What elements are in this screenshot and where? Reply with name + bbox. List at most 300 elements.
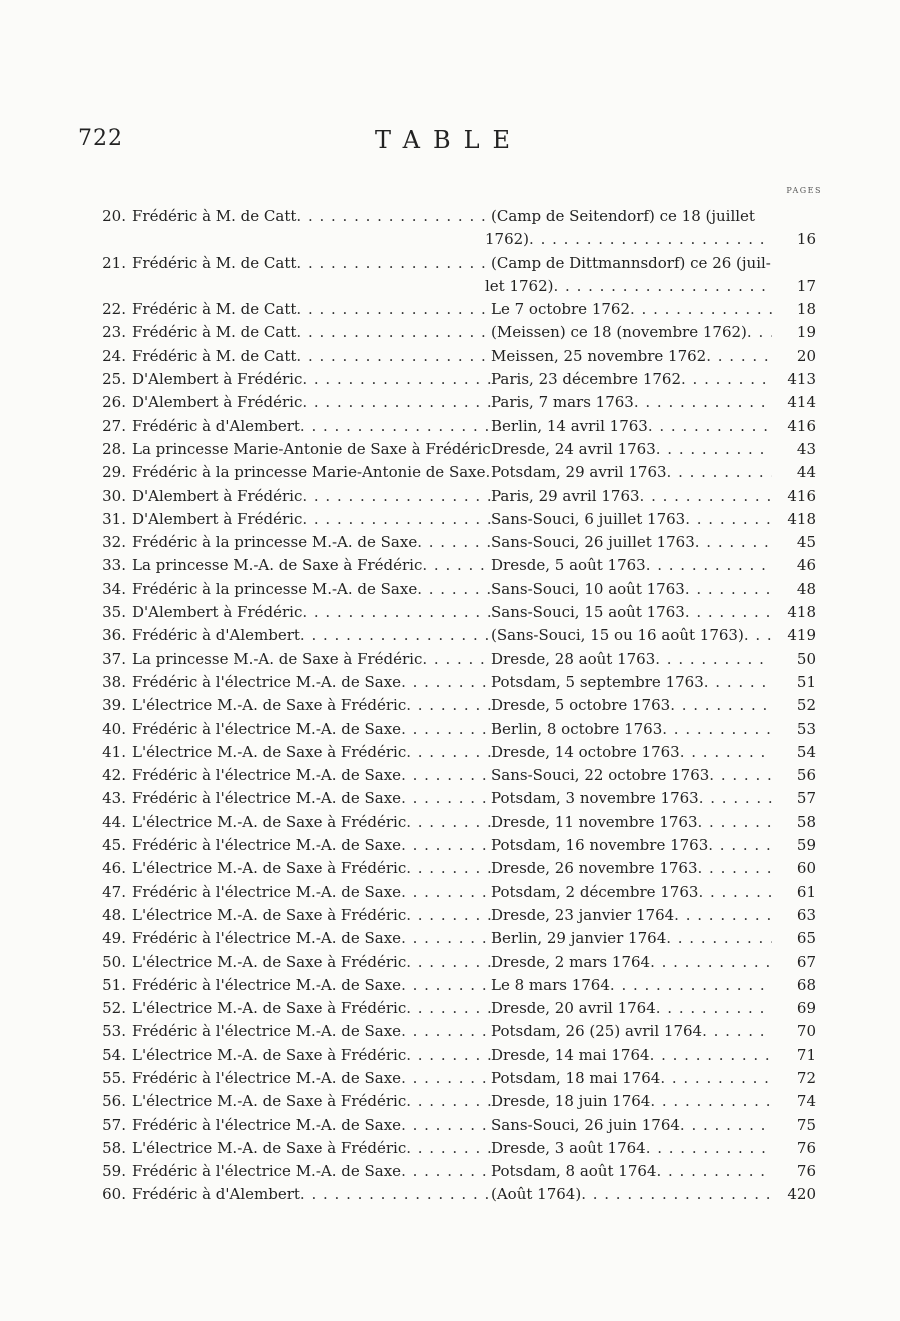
entry-place-date [491,485,772,508]
entry-number: 22. [102,300,126,319]
page-title: TABLE [374,126,524,154]
entry-page: 74 [796,1092,816,1111]
entry-place-date [491,321,772,344]
entry-number: 26. [102,393,126,412]
toc-entry [78,345,816,368]
leader-dots [698,857,773,880]
entry-place-date-text: Dresde, 20 avril 1764 [491,999,656,1018]
entry-place-date-text: Sans-Souci, 22 octobre 1763 [491,766,710,785]
entry-correspondents [132,205,491,228]
entry-correspondents [132,1183,491,1206]
entry-correspondents-text: D'Alembert à Frédéric [132,486,303,505]
leader-dots [685,508,772,531]
entry-number: 42. [102,766,126,785]
entry-place-date [491,578,772,601]
entry-correspondents [132,834,491,857]
leader-dots [685,601,772,624]
entry-place-date-text: (Sans-Souci, 15 ou 16 août 1763) [491,626,744,645]
entry-correspondents-text: Frédéric à l'électrice M.-A. de Saxe [132,975,402,994]
toc-entry [78,764,816,787]
entry-number: 60. [102,1185,126,1204]
entry-place-date-continued [485,275,772,298]
entry-page: 414 [787,393,816,412]
leader-dots [660,1067,772,1090]
entry-correspondents [132,1020,491,1043]
entry-correspondents [132,345,491,368]
leader-dots [401,1020,491,1043]
entry-place-date-text: Potsdam, 29 avril 1763 [491,463,667,482]
leader-dots [698,881,772,904]
entry-correspondents-text: L'électrice M.-A. de Saxe à Frédéric [132,696,407,715]
entry-place-date-text: (Camp de Dittmannsdorf) ce 26 (juil- [491,253,771,272]
entry-place-date [491,741,772,764]
entry-number: 40. [102,719,126,738]
toc-entry [78,205,816,252]
entry-number: 31. [102,509,126,528]
entry-page: 75 [796,1115,816,1134]
toc-entry [78,1183,816,1206]
entry-correspondents-text: Frédéric à l'électrice M.-A. de Saxe [132,672,402,691]
entry-place-date-text: (Camp de Seitendorf) ce 18 (juillet [491,207,755,225]
toc-entry [78,391,816,414]
entry-correspondents [132,951,491,974]
entry-correspondents [132,811,491,834]
entry-number: 52. [102,999,126,1018]
entry-page: 43 [796,439,816,458]
entry-number: 20. [102,207,126,225]
leader-dots [401,787,491,810]
entry-page: 50 [796,649,816,668]
entry-page: 53 [796,719,816,738]
toc-entry [78,1044,816,1067]
entry-place-date-text: Sans-Souci, 10 août 1763 [491,579,685,598]
entry-correspondents-text: Frédéric à l'électrice M.-A. de Saxe [132,1022,402,1041]
entry-page: 72 [796,1068,816,1087]
leader-dots [401,1114,491,1137]
leader-dots [630,298,772,321]
entry-correspondents [132,741,491,764]
entry-place-date [491,391,772,414]
entry-page: 48 [796,579,816,598]
entry-correspondents [132,298,491,321]
entry-correspondents-text: L'électrice M.-A. de Saxe à Frédéric [132,812,407,831]
leader-dots [296,205,491,228]
entry-correspondents [132,718,491,741]
toc-entry [78,881,816,904]
entry-place-date-text: Dresde, 5 octobre 1763 [491,696,671,715]
entry-place-date [491,345,772,368]
entry-correspondents [132,694,491,717]
leader-dots [406,997,491,1020]
leader-dots [709,764,772,787]
leader-dots [406,694,491,717]
entry-place-date [491,252,772,275]
entry-page: 58 [796,812,816,831]
leader-dots [296,345,491,368]
entry-place-date [491,554,772,577]
entry-page: 69 [796,999,816,1018]
leader-dots [708,834,772,857]
entry-place-date [491,951,772,974]
entry-place-date [491,834,772,857]
leader-dots [422,554,491,577]
leader-dots [646,554,772,577]
leader-dots [406,811,491,834]
entry-correspondents [132,391,491,414]
leader-dots [670,694,772,717]
entry-place-date-text: Dresde, 26 novembre 1763 [491,859,698,878]
leader-dots [300,415,491,438]
toc-entry [78,694,816,717]
entry-place-date [491,904,772,927]
entry-correspondents [132,415,491,438]
entry-correspondents-text: Frédéric à l'électrice M.-A. de Saxe [132,836,402,855]
entry-correspondents [132,648,491,671]
entry-correspondents [132,508,491,531]
entry-number: 23. [102,323,126,342]
entry-place-date-text: Berlin, 8 octobre 1763 [491,719,663,738]
entry-place-date-text: Potsdam, 2 décembre 1763 [491,882,699,901]
entry-number: 27. [102,416,126,435]
leader-dots [680,741,772,764]
leader-dots [406,904,491,927]
entry-correspondents [132,787,491,810]
leader-dots [650,1044,772,1067]
leader-dots [401,1067,491,1090]
entry-correspondents [132,904,491,927]
entry-correspondents-text: Frédéric à l'électrice M.-A. de Saxe [132,1162,402,1181]
entry-page: 71 [796,1045,816,1064]
entry-correspondents-text: L'électrice M.-A. de Saxe à Frédéric [132,905,407,924]
entry-page: 18 [796,300,816,319]
toc-entry [78,857,816,880]
entry-number: 51. [102,975,126,994]
entry-page: 44 [796,463,816,482]
leader-dots [296,252,491,275]
entry-correspondents [132,601,491,624]
entry-number: 29. [102,463,126,482]
entry-place-date [491,415,772,438]
entry-number: 58. [102,1138,126,1157]
entry-place-date [491,531,772,554]
entry-correspondents [132,671,491,694]
entry-page: 416 [787,416,816,435]
entry-place-date [491,368,772,391]
entry-place-date-text: Dresde, 18 juin 1764 [491,1092,651,1111]
entry-place-date-text: Berlin, 29 janvier 1764 [491,929,667,948]
entry-correspondents [132,1160,491,1183]
entry-number: 36. [102,626,126,645]
entry-place-date-text: Dresde, 14 octobre 1763 [491,742,680,761]
entry-number: 46. [102,859,126,878]
entry-correspondents-text: Frédéric à d'Alembert [132,1185,300,1204]
entry-place-date-text: Dresde, 14 mai 1764 [491,1045,650,1064]
toc-entry [78,718,816,741]
toc-entry [78,321,816,344]
toc-entry [78,1160,816,1183]
toc-entry [78,461,816,484]
toc-entry [78,252,816,299]
entry-place-date [491,601,772,624]
leader-dots [655,648,772,671]
entry-number: 50. [102,952,126,971]
toc-entry [78,438,816,461]
leader-dots [302,391,491,414]
entry-correspondents-text: D'Alembert à Frédéric [132,370,303,389]
leader-dots [695,531,772,554]
entry-place-date-text: Le 8 mars 1764 [491,975,610,994]
leader-dots [554,275,773,298]
leader-dots [406,857,491,880]
toc-entry [78,1137,816,1160]
entry-number: 55. [102,1068,126,1087]
entry-number: 24. [102,346,126,365]
toc-entry [78,368,816,391]
entry-correspondents-text: L'électrice M.-A. de Saxe à Frédéric [132,1138,407,1157]
entry-correspondents [132,252,491,275]
entry-page: 61 [796,882,816,901]
entry-number: 41. [102,742,126,761]
leader-dots [422,648,491,671]
entry-page: 45 [796,533,816,552]
entry-place-date [491,1114,772,1137]
entry-place-date-text: Dresde, 23 janvier 1764 [491,905,675,924]
entry-place-date [491,764,772,787]
entry-place-date-text: Dresde, 24 avril 1763 [491,439,656,458]
entry-correspondents [132,1044,491,1067]
leader-dots [300,624,491,647]
entry-correspondents [132,438,491,461]
entry-correspondents [132,1090,491,1113]
entry-place-date [491,205,772,228]
entry-place-date-text: Dresde, 3 août 1764 [491,1138,646,1157]
leader-dots [302,601,491,624]
entry-place-date [491,1183,772,1206]
entry-place-date [491,997,772,1020]
leader-dots [401,881,491,904]
entry-number: 48. [102,905,126,924]
entry-page: 19 [796,323,816,342]
entry-page: 60 [796,859,816,878]
entry-correspondents [132,531,491,554]
entry-number: 25. [102,370,126,389]
entry-page: 68 [796,975,816,994]
entry-page: 57 [796,789,816,808]
toc-entry [78,624,816,647]
entry-place-date-text: 1762) [485,230,530,249]
entry-place-date [491,974,772,997]
leader-dots [417,531,491,554]
entry-correspondents [132,485,491,508]
entry-correspondents-text: Frédéric à M. de Catt [132,253,297,272]
leader-dots [302,368,491,391]
entry-number: 54. [102,1045,126,1064]
toc-entry [78,927,816,950]
leader-dots [401,764,491,787]
entry-place-date [491,671,772,694]
entry-place-date [491,508,772,531]
entry-place-date [491,1044,772,1067]
leader-dots [650,951,772,974]
entry-correspondents-text: L'électrice M.-A. de Saxe à Frédéric [132,1092,407,1111]
leader-dots [406,951,491,974]
entry-correspondents-text: Frédéric à l'électrice M.-A. de Saxe [132,929,402,948]
entry-number: 47. [102,882,126,901]
table-of-contents [78,205,816,1207]
toc-entry [78,741,816,764]
entry-place-date-text: Dresde, 11 novembre 1763 [491,812,698,831]
entry-page: 419 [787,626,816,645]
entry-place-date [491,298,772,321]
leader-dots [702,1020,772,1043]
entry-place-date-text: Sans-Souci, 26 juin 1764 [491,1115,680,1134]
leader-dots [648,415,772,438]
entry-correspondents [132,368,491,391]
leader-dots [656,438,772,461]
entry-place-date-text: Sans-Souci, 15 août 1763 [491,603,685,622]
leader-dots [296,321,491,344]
entry-correspondents [132,321,491,344]
entry-correspondents-text: Frédéric à l'électrice M.-A. de Saxe [132,719,402,738]
toc-entry [78,1067,816,1090]
toc-entry [78,904,816,927]
entry-number: 21. [102,253,126,272]
leader-dots [640,485,772,508]
toc-entry [78,601,816,624]
leader-dots [650,1090,772,1113]
entry-page: 418 [787,603,816,622]
entry-place-date [491,648,772,671]
entry-page: 65 [796,929,816,948]
toc-entry [78,554,816,577]
entry-place-date-text: Potsdam, 26 (25) avril 1764 [491,1022,703,1041]
entry-place-date-text: Paris, 23 décembre 1762 [491,370,681,389]
entry-place-date [491,1020,772,1043]
toc-entry [78,298,816,321]
toc-entry [78,648,816,671]
toc-entry [78,811,816,834]
entry-place-date [491,1160,772,1183]
entry-correspondents [132,554,491,577]
entry-correspondents-text: La princesse M.-A. de Saxe à Frédéric [132,556,423,575]
entry-correspondents-text: D'Alembert à Frédéric [132,393,303,412]
leader-dots [662,718,772,741]
leader-dots [401,927,491,950]
leader-dots [406,1044,491,1067]
leader-dots [699,787,772,810]
entry-number: 43. [102,789,126,808]
running-header [78,126,820,166]
entry-number: 38. [102,672,126,691]
entry-page: 46 [796,556,816,575]
leader-dots [300,1183,491,1206]
entry-correspondents-text: La princesse Marie-Antonie de Saxe à Frédéric [132,439,491,458]
entry-place-date [491,624,772,647]
leader-dots [744,624,772,647]
entry-place-date [491,787,772,810]
entry-correspondents-text: D'Alembert à Frédéric [132,509,303,528]
entry-place-date-text: let 1762) [485,276,554,295]
entry-correspondents-text: Frédéric à M. de Catt [132,346,297,365]
entry-place-date [491,1090,772,1113]
entry-number: 53. [102,1022,126,1041]
entry-correspondents-text: Frédéric à M. de Catt [132,323,297,342]
leader-dots [406,1090,491,1113]
toc-entry [78,508,816,531]
entry-place-date [491,1137,772,1160]
toc-entry [78,997,816,1020]
entry-correspondents [132,974,491,997]
entry-correspondents [132,764,491,787]
entry-place-date [491,881,772,904]
entry-page: 416 [787,486,816,505]
entry-place-date [491,1067,772,1090]
entry-correspondents-text: Frédéric à la princesse M.-A. de Saxe [132,533,418,552]
entry-correspondents [132,997,491,1020]
entry-place-date [491,927,772,950]
entry-number: 39. [102,696,126,715]
entry-number: 59. [102,1162,126,1181]
leader-dots [401,1160,491,1183]
entry-place-date-text: (Août 1764) [491,1185,582,1204]
leader-dots [685,578,772,601]
entry-correspondents [132,578,491,601]
page-number: 722 [78,126,123,151]
entry-correspondents [132,927,491,950]
leader-dots [656,997,772,1020]
entry-correspondents-text: L'électrice M.-A. de Saxe à Frédéric [132,742,407,761]
entry-place-date [491,694,772,717]
entry-correspondents-text: L'électrice M.-A. de Saxe à Frédéric [132,999,407,1018]
entry-correspondents [132,1114,491,1137]
entry-correspondents [132,857,491,880]
entry-place-date-text: Paris, 29 avril 1763 [491,486,640,505]
leader-dots [302,508,491,531]
toc-entry [78,485,816,508]
entry-page: 76 [796,1162,816,1181]
entry-number: 35. [102,603,126,622]
entry-place-date-text: Dresde, 2 mars 1764 [491,952,651,971]
entry-correspondents [132,1067,491,1090]
entry-number: 28. [102,439,126,458]
toc-entry [78,1114,816,1137]
entry-number: 44. [102,812,126,831]
toc-entry [78,951,816,974]
entry-page: 54 [796,742,816,761]
entry-page: 413 [787,370,816,389]
leader-dots [401,834,491,857]
entry-number: 30. [102,486,126,505]
toc-entry [78,531,816,554]
entry-number: 33. [102,556,126,575]
entry-correspondents-text: Frédéric à l'électrice M.-A. de Saxe [132,789,402,808]
entry-place-date-text: Berlin, 14 avril 1763 [491,416,648,435]
leader-dots [698,811,773,834]
leader-dots [401,718,491,741]
entry-place-date-text: Meissen, 25 novembre 1762 [491,346,707,365]
leader-dots [634,391,772,414]
leader-dots [667,461,772,484]
entry-place-date [491,718,772,741]
entry-correspondents-text: Frédéric à l'électrice M.-A. de Saxe [132,766,402,785]
leader-dots [401,974,491,997]
entry-page: 67 [796,952,816,971]
entry-correspondents-text: D'Alembert à Frédéric [132,603,303,622]
entry-number: 34. [102,579,126,598]
entry-correspondents-text: Frédéric à d'Alembert [132,416,300,435]
entry-correspondents-text: L'électrice M.-A. de Saxe à Frédéric [132,1045,407,1064]
entry-page: 420 [787,1185,816,1204]
